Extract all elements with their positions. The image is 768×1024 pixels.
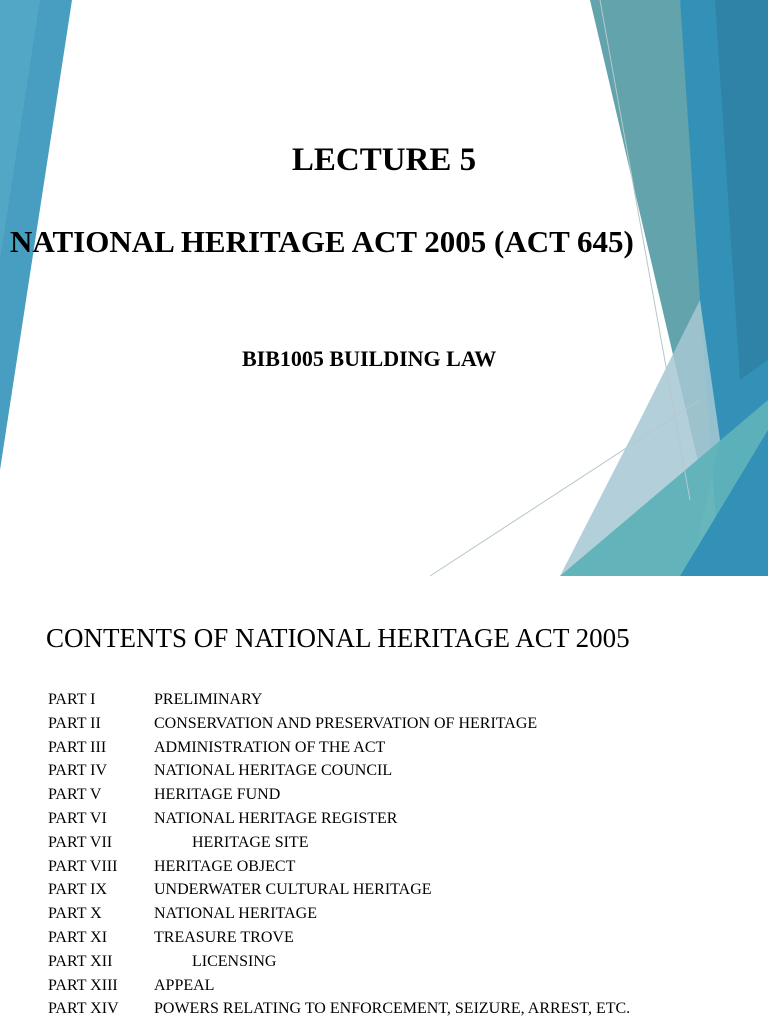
- part-number: PART VIII: [48, 857, 118, 875]
- list-item: [48, 855, 630, 879]
- part-title: NATIONAL HERITAGE REGISTER: [154, 809, 398, 827]
- lecture-title: LECTURE 5: [291, 142, 477, 178]
- part-number: PART I: [48, 691, 96, 708]
- part-number: PART XIV: [48, 1000, 119, 1018]
- part-title: NATIONAL HERITAGE COUNCIL: [154, 762, 393, 780]
- list-item: [48, 997, 630, 1021]
- list-item: [48, 736, 630, 760]
- part-number: PART VII: [48, 833, 113, 851]
- part-title: HERITAGE FUND: [154, 786, 281, 804]
- list-item: [48, 807, 630, 831]
- part-number: PART IX: [48, 881, 108, 899]
- list-item: [48, 688, 630, 712]
- part-title: TREASURE TROVE: [154, 928, 294, 946]
- part-title: ADMINISTRATION OF THE ACT: [154, 738, 386, 756]
- part-number: PART VI: [48, 809, 107, 827]
- part-number: PART IV: [48, 762, 108, 780]
- list-item: [48, 926, 630, 950]
- part-number: PART II: [48, 714, 101, 732]
- list-item: [48, 759, 630, 783]
- list-item: [48, 902, 630, 926]
- list-item: [48, 831, 630, 855]
- contents-page: [0, 576, 768, 1024]
- act-title: NATIONAL HERITAGE ACT 2005 (ACT 645): [10, 224, 634, 259]
- part-title: UNDERWATER CULTURAL HERITAGE: [154, 881, 432, 899]
- list-item: [48, 878, 630, 902]
- part-number: PART V: [48, 786, 102, 804]
- list-item: [48, 712, 630, 736]
- part-title: NATIONAL HERITAGE: [154, 905, 317, 923]
- part-number: PART XIII: [48, 976, 118, 994]
- part-number: PART III: [48, 738, 107, 756]
- contents-list: [48, 688, 630, 1021]
- part-number: PART X: [48, 905, 102, 923]
- part-title: APPEAL: [154, 976, 215, 994]
- part-number: PART XII: [48, 952, 113, 970]
- part-title: PRELIMINARY: [154, 691, 263, 708]
- part-number: PART XI: [48, 928, 108, 946]
- part-title: CONSERVATION AND PRESERVATION OF HERITAGE: [154, 714, 538, 732]
- list-item: [48, 974, 630, 998]
- part-title: POWERS RELATING TO ENFORCEMENT, SEIZURE, ARREST, ETC.: [154, 1000, 631, 1018]
- list-item: [48, 950, 630, 974]
- list-item: [48, 783, 630, 807]
- part-title: HERITAGE OBJECT: [154, 857, 296, 875]
- part-title: LICENSING: [192, 952, 277, 970]
- contents-heading: CONTENTS OF NATIONAL HERITAGE ACT 2005: [46, 623, 630, 653]
- course-title: BIB1005 BUILDING LAW: [242, 346, 497, 371]
- part-title: HERITAGE SITE: [192, 833, 309, 851]
